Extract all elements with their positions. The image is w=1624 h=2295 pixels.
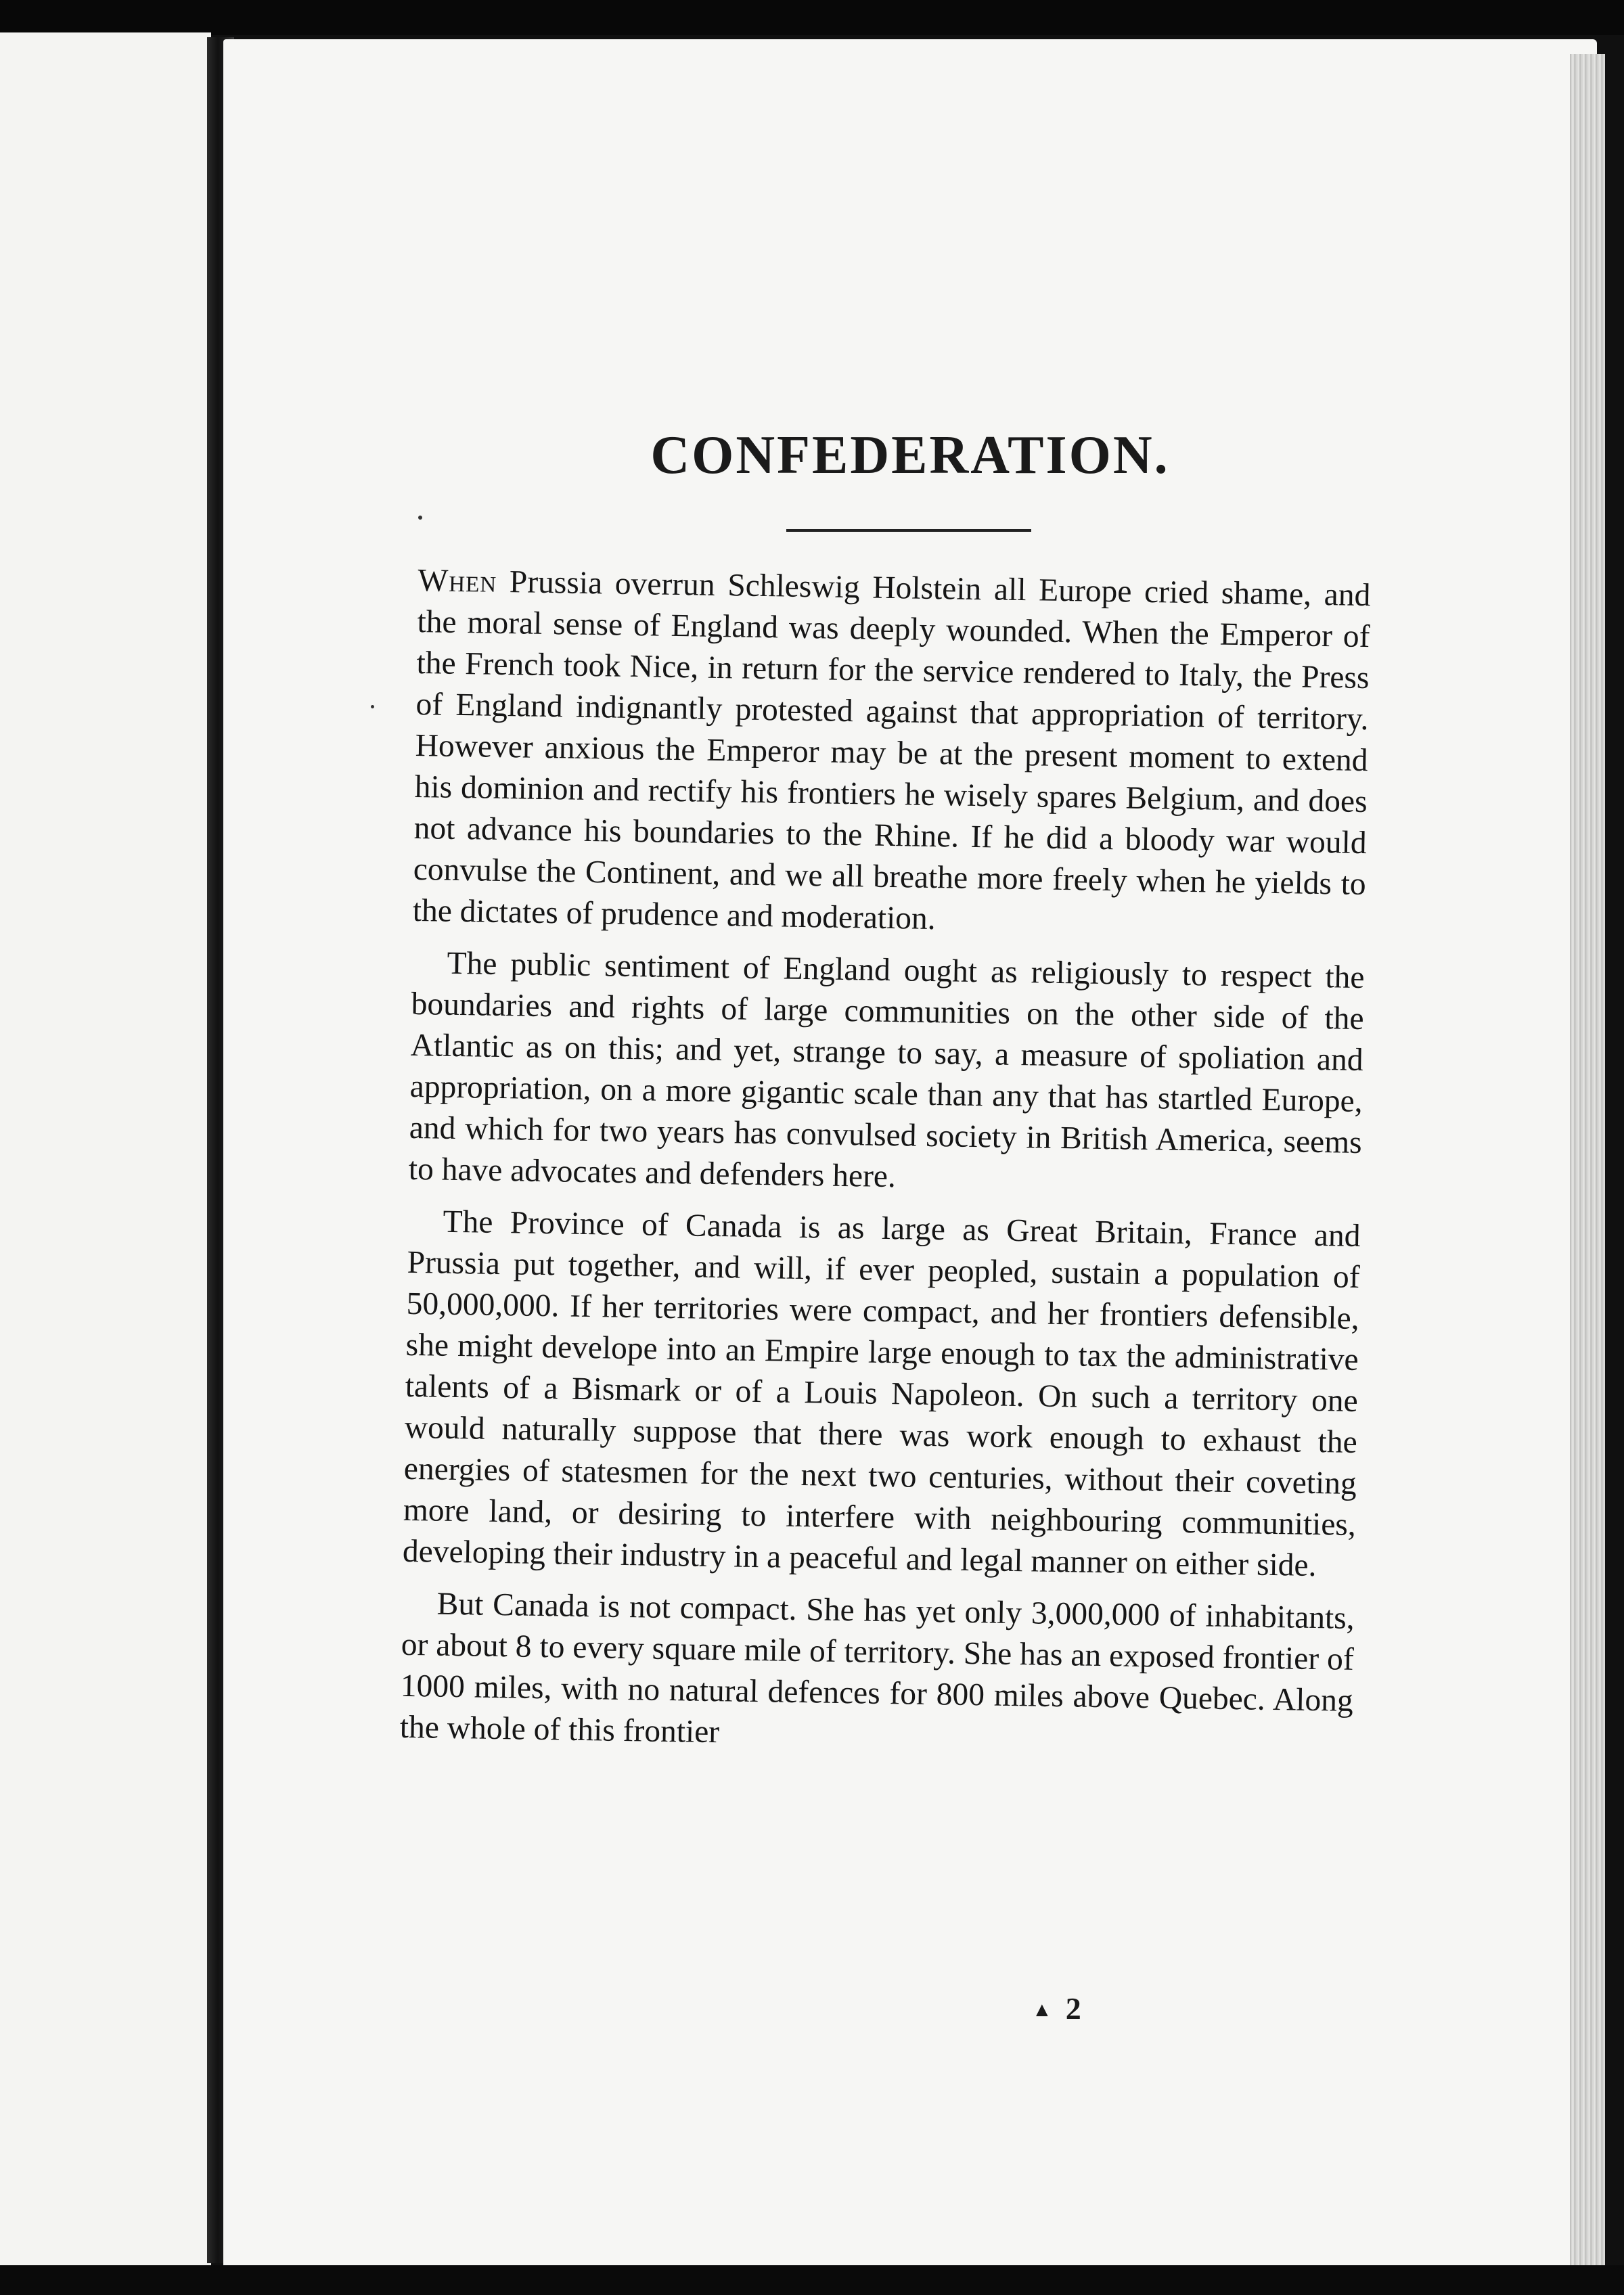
paragraph: The public sentiment of England ought as religiously to respect the boundaries and rights of large communities on the other side of the Atlantic as on this; and yet, strange to say, a measure of spoliation and appropriation, on a more gigantic scale than any that has startled Europe, and which for two years has convulsed society in British America, seems to have advocates and defenders here. xyxy=(408,945,1365,1195)
article-body xyxy=(399,560,1371,1774)
scan-bottom-border xyxy=(0,2265,1624,2295)
page-title: CONFEDERATION. xyxy=(650,426,1170,485)
signature-number: 2 xyxy=(1065,1991,1081,2026)
ink-speck xyxy=(418,516,422,520)
scan-top-border xyxy=(0,0,1624,35)
paragraph-text: Prussia overrun Schleswig Holstein all Europe cried shame, and the moral sense of England was deeply wounded. When the Emperor of the French took Nice, in return for the service rendered to Italy, the Press of England indignantly protested against that appropriation of territory. However anxious the Emperor may be at the present moment to extend his dominion and rectify his frontiers he wisely spares Belgium, and does not advance his boundaries to the Rhine. If he did a bloody war would convulse the Continent, and we all breathe more freely when he yields to the dictates of prudence and moderation. xyxy=(412,564,1371,937)
triangle-icon: ▲ xyxy=(1032,1999,1052,2021)
paragraph-lead-word: When xyxy=(418,562,497,599)
title-rule xyxy=(786,529,1031,532)
signature-mark xyxy=(1032,1991,1081,2026)
left-blank-page xyxy=(0,32,211,2272)
paragraph xyxy=(412,560,1370,947)
paragraph: But Canada is not compact. She has yet only 3,000,000 of inhabitants, or about 8 to every square mile of territory. She has an exposed frontier of 1000 miles, with no natural defences for 800 miles above Quebec. Along the whole of this frontier xyxy=(399,1586,1355,1750)
page-stack-edge xyxy=(1570,54,1605,2267)
ink-speck xyxy=(371,705,374,708)
paragraph: The Province of Canada is as large as Great Britain, France and Prussia put together, and will, if ever peopled, sustain a population of 50,000,000. If her territories were compact, and her frontiers defensible, she might develope into an Empire large enough to tax the administrative talents of a Bismark or of a Louis Napoleon. On such a territory one would naturally suppose that there was work enough to exhaust the energies of statesmen for the next two centuries, without their coveting more land, or desiring to interfere with neighbouring communities, developing their industry in a peaceful and legal manner on either side. xyxy=(402,1204,1361,1584)
